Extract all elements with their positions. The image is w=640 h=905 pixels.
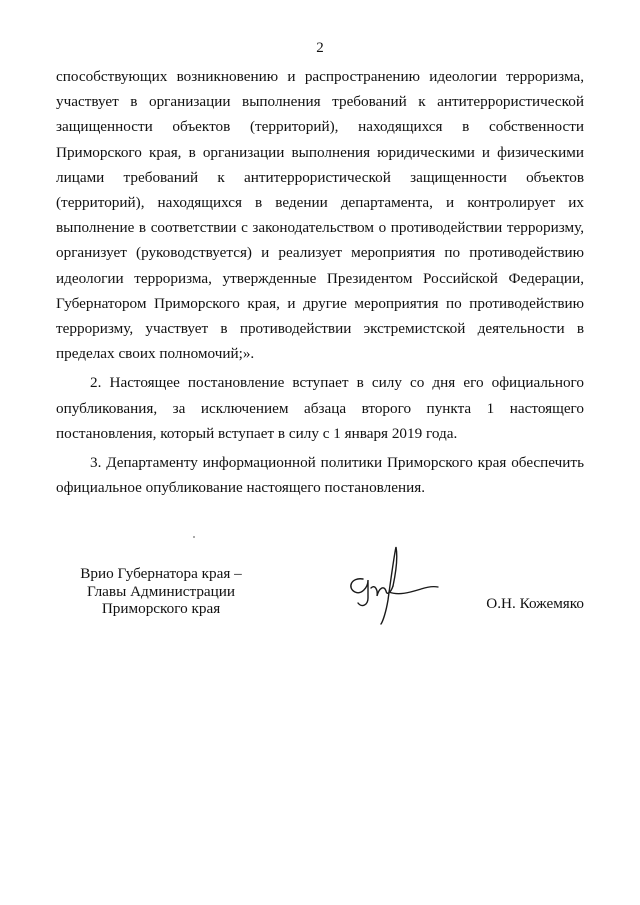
document-body [56,64,584,504]
signatory-title [56,565,266,618]
page-number: 2 [316,40,324,56]
paragraph-continuation: способствующих возникновению и распространению идеологии терроризма, участвует в организации выполнения требований к антитеррористической защищенности объектов (территорий), находящихся в собственности Приморского края, в организации выполнения юридическими и физическими лицами требований к антитеррористической защищенности объектов (территорий), находящихся в ведении департамента, и контролирует их выполнение в соответствии с законодательством о противодействии терроризму, организует (руководствуется) и реализует мероприятия по противодействию идеологии терроризма, утвержденные Президентом Российской Федерации, Губернатором Приморского края, и другие мероприятия по противодействию терроризму, участвует в противодействии экстремистской деятельности в пределах своих полномочий;». [56,68,584,363]
signatory-title-line: Врио Губернатора края – [80,565,242,582]
paragraph-item-3: 3. Департаменту информационной политики Приморского края обеспечить официальное опубликование настоящего постановления. [56,454,584,497]
signer-name: О.Н. Кожемяко [486,595,584,612]
signatory-title-line: Приморского края [101,600,221,617]
handwritten-signature [341,542,441,626]
scan-speck [193,536,195,538]
signatory-title-line: Главы Администрации [86,582,236,600]
signature-block [56,560,584,650]
paragraph-item-2: 2. Настоящее постановление вступает в силу со дня его официального опубликования, за исключением абзаца второго пункта 1 настоящего постановления, который вступает в силу с 1 января 2019 года. [56,374,584,442]
